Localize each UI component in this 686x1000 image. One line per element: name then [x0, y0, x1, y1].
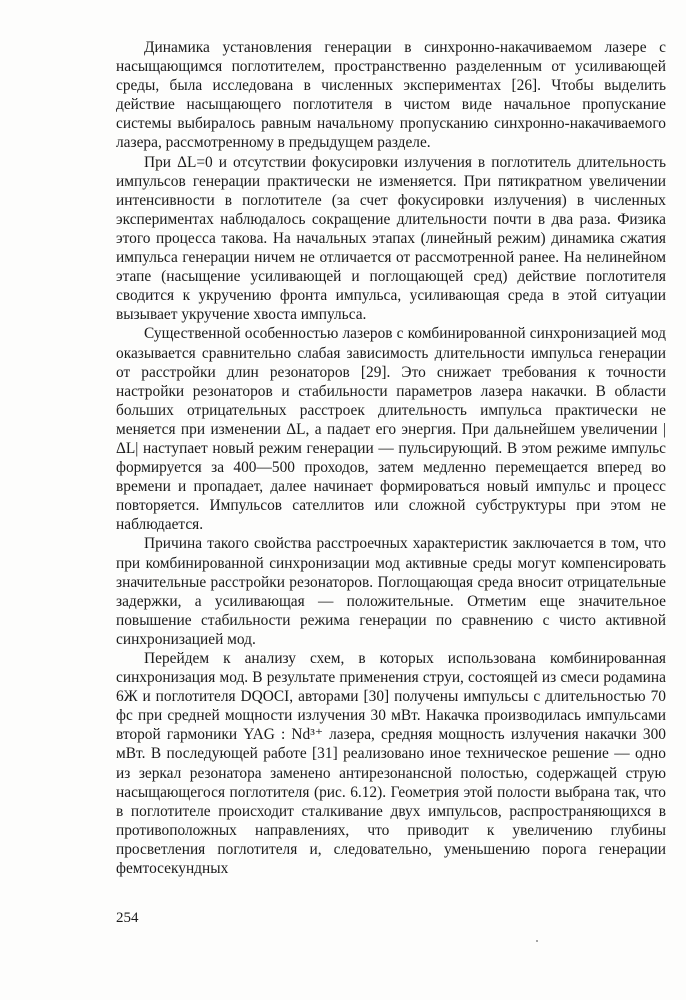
page-number: 254: [116, 910, 139, 926]
scan-speck: [536, 940, 538, 942]
paragraph-1: Динамика установления генерации в синхронно-накачиваемом лазере с насыщающимся поглотителем, пространственно разделенным от усиливающей среды, была исследована в численных экспериментах [26]. Чтобы выделить действие насыщающего поглотителя в чистом виде начальное пропускание системы выбиралось равным начальному пропусканию синхронно-накачиваемого лазера, рассмотренному в предыдущем разделе.: [116, 39, 666, 152]
paragraph-3: Существенной особенностью лазеров с комбинированной синхронизацией мод оказывается сравнительно слабая зависимость длительности импульса генерации от расстройки длин резонаторов [29]. Это снижает требования к точности настройки резонаторов и стабильности параметров лазера накачки. В области больших отрицательных расстроек длительность импульса практически не меняется при изменении ΔL, а падает его энергия. При дальнейшем увеличении |ΔL| наступает новый режим генерации — пульсирующий. В этом режиме импульс формируется за 400—500 проходов, затем медленно перемещается вперед во времени и пропадает, далее начинает формироваться новый импульс и процесс повторяется. Импульсов сателлитов или сложной субструктуры при этом не наблюдается.: [116, 325, 666, 534]
paragraph-5: Перейдем к анализу схем, в которых использована комбинированная синхронизация мод. В результате применения струи, состоящей из смеси родамина 6Ж и поглотителя DQOCI, авторами [30] получены импульсы с длительностью 70 фс при средней мощности излучения 30 мВт. Накачка производилась импульсами второй гармоники YAG : Nd³⁺ лазера, средняя мощность излучения накачки 300 мВт. В последующей работе [31] реализовано иное техническое решение — одно из зеркал резонатора заменено антирезонансной полостью, содержащей струю насыщающегося поглотителя (рис. 6.12). Геометрия этой полости выбрана так, что в поглотителе происходит сталкивание двух импульсов, распространяющихся в противоположных направлениях, что приводит к увеличению глубины просветления поглотителя и, следовательно, уменьшению порога генерации фемтосекундных: [116, 650, 666, 878]
paragraph-4: Причина такого свойства расстроечных характеристик заключается в том, что при комбинированной синхронизации мод активные среды могут компенсировать значительные расстройки резонаторов. Поглощающая среда вносит отрицательные задержки, а усиливающая — положительные. Отметим еще значительное повышение стабильности режима генерации по сравнению с чисто активной синхронизацией мод.: [116, 535, 666, 648]
body-text: [116, 38, 666, 878]
paragraph-2: При ΔL=0 и отсутствии фокусировки излучения в поглотитель длительность импульсов генерации практически не изменяется. При пятикратном увеличении интенсивности в поглотителе (за счет фокусировки излучения) в численных экспериментах наблюдалось сокращение длительности почти в два раза. Физика этого процесса такова. На начальных этапах (линейный режим) динамика сжатия импульса генерации ничем не отличается от рассмотренной ранее. На нелинейном этапе (насыщение усиливающей и поглощающей сред) действие поглотителя сводится к укручению фронта импульса, усиливающая среда в этой ситуации вызывает укручение хвоста импульса.: [116, 153, 666, 324]
